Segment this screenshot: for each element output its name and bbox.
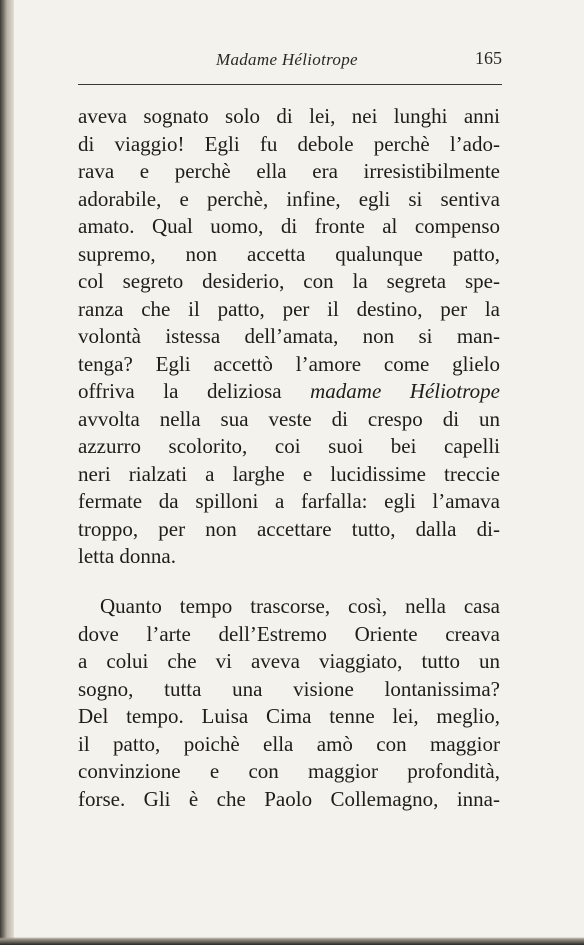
text-line: Del tempo. Luisa Cima tenne lei, meglio, (78, 704, 500, 728)
page-binding-edge (0, 0, 14, 945)
text-line: adorabile, e perchè, infine, egli si sentiva (78, 186, 500, 211)
text-line: volontà istessa dell’amata, non si man- (78, 324, 500, 348)
text-line: amato. Qual uomo, di fronte al compenso (78, 214, 500, 238)
text-line: forse. Gli è che Paolo Collemagno, inna- (78, 786, 500, 811)
text-line: col segreto desiderio, con la segreta spe- (78, 269, 500, 293)
text-line: convinzione e con maggior profondità, (78, 759, 500, 783)
text-line: neri rialzati a larghe e lucidissime treccie (78, 461, 500, 486)
text-line: rava e perchè ella era irresistibilmente (78, 159, 500, 183)
text-line: avvolta nella sua veste di crespo di un (78, 406, 500, 431)
paragraph-1 (78, 103, 500, 571)
page-header (78, 48, 502, 72)
text-line: aveva sognato solo di lei, nei lunghi anni (78, 104, 500, 128)
text-line: di viaggio! Egli fu debole perchè l’ado- (78, 131, 500, 156)
header-rule (78, 84, 502, 85)
text-line: tenga? Egli accettò l’amore come glielo (78, 351, 500, 376)
text-line: fermate da spilloni a farfalla: egli l’amava (78, 489, 500, 513)
text-line: supremo, non accetta qualunque patto, (78, 241, 500, 266)
inline-title: madame Héliotrope (310, 379, 500, 403)
text-line: azzurro scolorito, coi suoi bei capelli (78, 434, 500, 458)
text-line: letta donna. (78, 544, 176, 568)
page-bottom-edge (0, 937, 584, 945)
text-line: troppo, per non accettare tutto, dalla di- (78, 516, 500, 541)
running-title: Madame Héliotrope (216, 50, 358, 69)
text-line: a colui che vi aveva viaggiato, tutto un (78, 649, 500, 673)
page-number: 165 (475, 48, 502, 68)
text-line: Quanto tempo trascorse, così, nella casa (100, 594, 500, 618)
text-line: ranza che il patto, per il destino, per la (78, 296, 500, 321)
text-line: dove l’arte dell’Estremo Oriente creava (78, 621, 500, 646)
paragraph-2 (78, 593, 500, 813)
text-line: offriva la deliziosa madame Héliotrope (78, 379, 500, 403)
text-line: sogno, tutta una visione lontanissima? (78, 676, 500, 701)
text-line: il patto, poichè ella amò con maggior (78, 731, 500, 756)
